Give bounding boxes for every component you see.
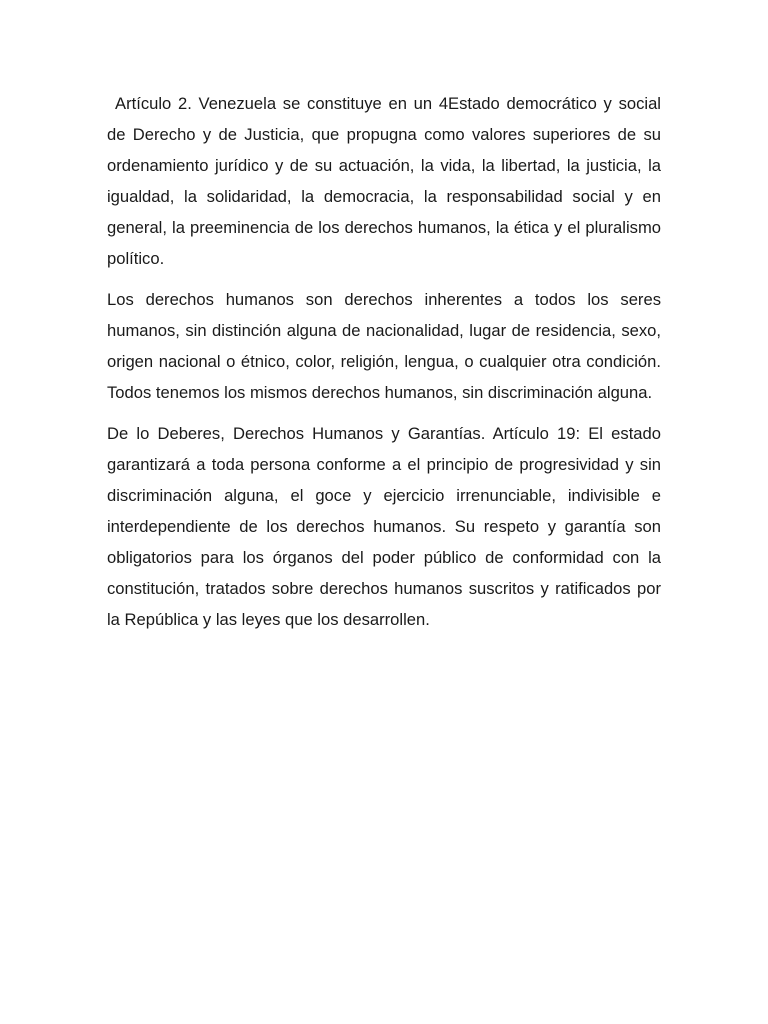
paragraph-articulo-2: Artículo 2. Venezuela se constituye en un 4Estado democrático y social de Derecho y de Justicia, que propugna como valores superiores de su ordenamiento jurídico y de su actuación, la vida, la libertad, la justicia, la igualdad, la solidaridad, la democracia, la responsabilidad social y en general, la preeminencia de los derechos humanos, la ética y el pluralismo político. — [107, 94, 661, 268]
document-body — [107, 88, 661, 645]
paragraph-articulo-19: De lo Deberes, Derechos Humanos y Garantías. Artículo 19: El estado garantizará a toda persona conforme a el principio de progresividad y sin discriminación alguna, el goce y ejercicio irrenunciable, indivisible e interdependiente de los derechos humanos. Su respeto y garantía son obligatorios para los órganos del poder público de conformidad con la constitución, tratados sobre derechos humanos suscritos y ratificados por la República y las leyes que los desarrollen. — [107, 424, 661, 629]
paragraph-derechos-humanos: Los derechos humanos son derechos inherentes a todos los seres humanos, sin distinción alguna de nacionalidad, lugar de residencia, sexo, origen nacional o étnico, color, religión, lengua, o cualquier otra condición. Todos tenemos los mismos derechos humanos, sin discriminación alguna. — [107, 290, 661, 402]
